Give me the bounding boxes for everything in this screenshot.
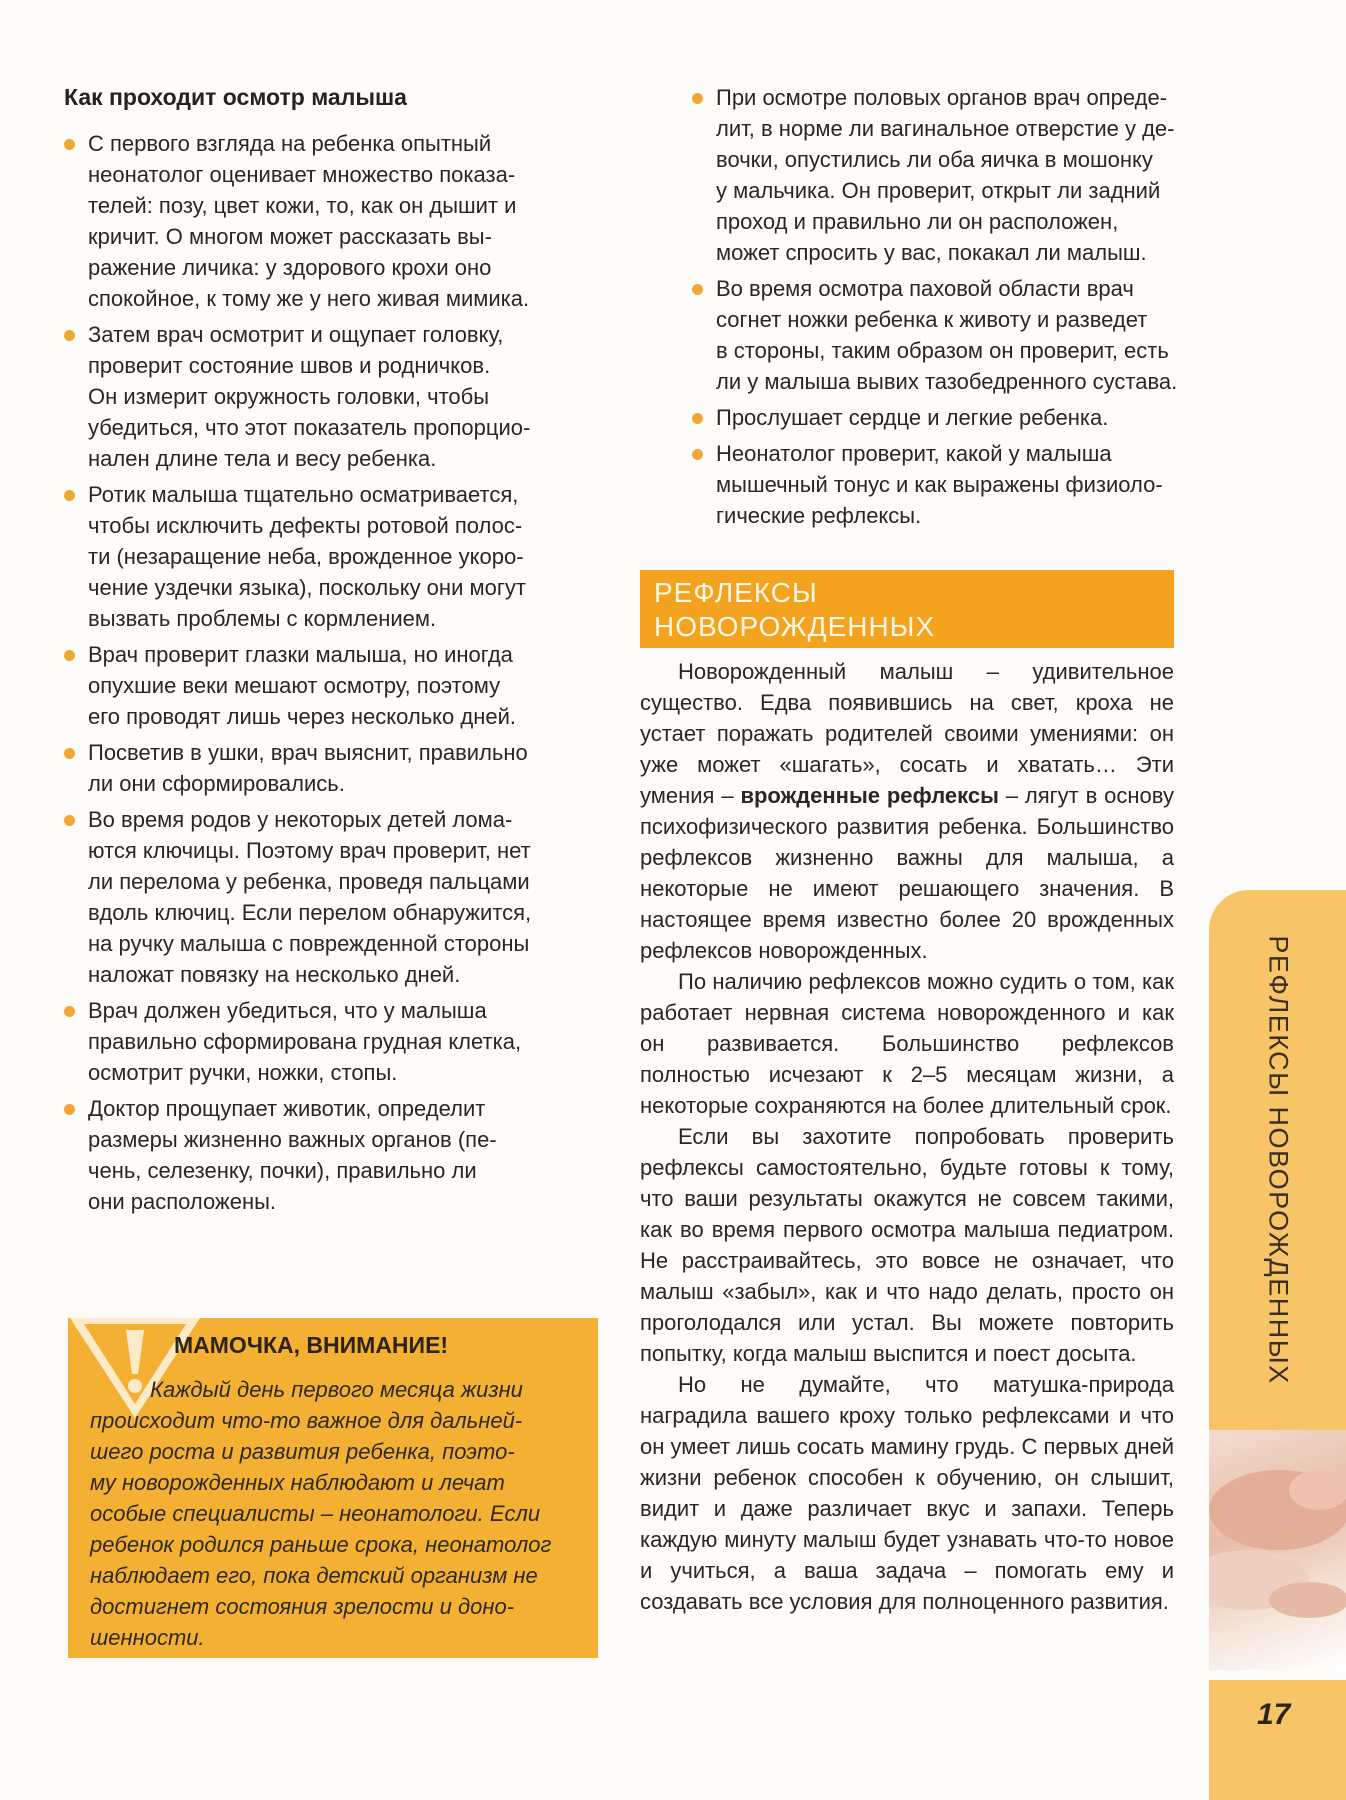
bullet-dot-icon (692, 93, 703, 104)
right-bullet-list (646, 82, 1206, 536)
bullet-line: спокойное, к тому же у него живая мимика. (88, 286, 530, 311)
page-number-box (1209, 1680, 1346, 1800)
bold-term: врожденные рефлексы (740, 783, 999, 808)
bullet-item (646, 402, 1206, 433)
bullet-line: Затем врач осмотрит и ощупает головку, (88, 322, 504, 347)
side-tab (1209, 890, 1346, 1430)
bullet-dot-icon (64, 815, 75, 826)
bullet-dot-icon (64, 748, 75, 759)
bullet-line: его проводят лишь через несколько дней. (88, 704, 517, 729)
bullet-line: вдоль ключиц. Если перелом обнаружится, (88, 900, 532, 925)
bullet-line: ли у малыша вывих тазобедренного сустава. (716, 369, 1178, 394)
bullet-item (646, 438, 1206, 531)
bullet-line: вочки, опустились ли оба яичка в мошонку (716, 147, 1153, 172)
bullet-line: размеры жизненно важных органов (пе- (88, 1127, 497, 1152)
bullet-line: ти (незаращение неба, врожденное укоро- (88, 544, 524, 569)
bullet-line: лит, в норме ли вагинальное отверстие у де- (716, 116, 1175, 141)
bullet-line: наложат повязку на несколько дней. (88, 962, 461, 987)
bullet-line: С первого взгляда на ребенка опытный (88, 131, 492, 156)
bullet-item (18, 128, 618, 314)
bullet-item (646, 82, 1206, 268)
bullet-line: неонатолог оценивает множество показа- (88, 162, 516, 187)
bullet-line: осмотрит ручки, ножки, стопы. (88, 1060, 398, 1085)
bullet-dot-icon (64, 1104, 75, 1115)
bullet-dot-icon (64, 139, 75, 150)
bullet-line: Неонатолог проверит, какой у малыша (716, 441, 1112, 466)
bullet-item (18, 639, 618, 732)
banner-title-line-1: РЕФЛЕКСЫ (654, 577, 818, 608)
bullet-line: чтобы исключить дефекты ротовой полос- (88, 513, 523, 538)
bullet-line: гические рефлексы. (716, 503, 922, 528)
bullet-line: Посветив в ушки, врач выяснит, правильно (88, 740, 528, 765)
attention-note (68, 1318, 598, 1658)
bullet-item (18, 995, 618, 1088)
bullet-line: ли перелома у ребенка, проведя пальцами (88, 869, 530, 894)
note-title: МАМОЧКА, ВНИМАНИЕ! (174, 1332, 449, 1358)
bullet-line: проход и правильно ли он расположен, (716, 209, 1119, 234)
note-line: шего роста и развития ребенка, поэто- (90, 1439, 515, 1464)
bullet-line: При осмотре половых органов врач опреде- (716, 85, 1168, 110)
bullet-line: Он измерит окружность головки, чтобы (88, 384, 490, 409)
bullet-dot-icon (692, 449, 703, 460)
paragraph-3: Если вы захотите попробовать проверить рефлексы самостоятельно, будьте готовы к тому, что ваши результаты окажутся не совсем такими, как во время первого осмотра малыша педиатром. Не расстраивайтесь, это вовсе не означает, что малыш «забыл», как и что надо делать, просто он проголодался или устал. Вы можете повторить попытку, когда малыш выспится и поест досыта. (640, 1124, 1174, 1366)
bullet-line: Врач должен убедиться, что у малыша (88, 998, 487, 1023)
bullet-item (18, 804, 618, 990)
bullet-dot-icon (64, 490, 75, 501)
note-text (90, 1374, 580, 1653)
bullet-line: правильно сформирована грудная клетка, (88, 1029, 522, 1054)
section-banner (640, 570, 1174, 648)
note-line: Каждый день первого месяца жизни (150, 1377, 523, 1402)
bullet-item (18, 479, 618, 634)
baby-feet-photo (1209, 1430, 1346, 1670)
bullet-dot-icon (64, 1006, 75, 1017)
bullet-item (18, 319, 618, 474)
bullet-line: они расположены. (88, 1189, 277, 1214)
bullet-dot-icon (692, 413, 703, 424)
bullet-line: кричит. О многом может рассказать вы- (88, 224, 492, 249)
side-tab-label: РЕФЛЕКСЫ НОВОРОЖДЕННЫХ (1263, 935, 1293, 1385)
bullet-item (646, 273, 1206, 397)
bullet-line: может спросить у вас, покакал ли малыш. (716, 240, 1147, 265)
left-bullet-list (18, 128, 618, 1222)
bullet-line: Прослушает сердце и легкие ребенка. (716, 405, 1109, 430)
banner-title-line-2: НОВОРОЖДЕННЫХ (654, 611, 936, 642)
bullet-line: проверит состояние швов и родничков. (88, 353, 491, 378)
note-line: ребенок родился раньше срока, неонатолог (90, 1532, 552, 1557)
note-line: достигнет состояния зрелости и доно- (90, 1594, 515, 1619)
bullet-dot-icon (692, 284, 703, 295)
paragraph-4: Но не думайте, что матушка-природа наградила вашего кроху только рефлексами и что он умеет лишь сосать мамину грудь. С первых дней жизни ребенок способен к обучению, он слышит, видит и даже различает вкус и запахи. Теперь каждую минуту малыш будет узнавать что-то новое и учиться, а ваша задача – помогать ему и создавать все условия для полноценного развития. (640, 1372, 1174, 1614)
bullet-line: ражение личика: у здорового крохи оно (88, 255, 492, 280)
bullet-line: убедиться, что этот показатель пропорцио- (88, 415, 531, 440)
section-heading: Как проходит осмотр малыша (64, 84, 407, 110)
bullet-line: Врач проверит глазки малыша, но иногда (88, 642, 513, 667)
bullet-line: вызвать проблемы с кормлением. (88, 606, 437, 631)
bullet-line: опухшие веки мешают осмотру, поэтому (88, 673, 501, 698)
bullet-dot-icon (64, 330, 75, 341)
bullet-item (18, 1093, 618, 1217)
bullet-line: нален длине тела и весу ребенка. (88, 446, 437, 471)
paragraph-2: По наличию рефлексов можно судить о том, как работает нервная система новорожденного и как он развивается. Большинство рефлексов полностью исчезают к 2–5 месяцам жизни, а некоторые сохраняются на более длительный срок. (640, 969, 1174, 1118)
bullet-line: Во время осмотра паховой области врач (716, 276, 1134, 301)
page-number: 17 (1257, 1698, 1291, 1731)
bullet-line: Во время родов у некоторых детей лома- (88, 807, 513, 832)
note-line: наблюдает его, пока детский организм не (90, 1563, 538, 1588)
photo-illustration (1209, 1430, 1346, 1670)
bullet-line: мышечный тонус и как выражены физиоло- (716, 472, 1163, 497)
bullet-line: чень, селезенку, почки), правильно ли (88, 1158, 477, 1183)
body-text (640, 656, 1174, 1617)
bullet-item (18, 737, 618, 799)
note-line: шенности. (90, 1625, 205, 1650)
paragraph-1: Новорожденный малыш – удивительное существо. Едва появившись на свет, кроха не устает поражать родителей своими умениями: он уже может «шагать», сосать и хватать… Эти умения – врожденные рефлексы – лягут в основу психофизического развития ребенка. Большинство рефлексов жизненно важны для малыша, а некоторые не имеют решающего значения. В настоящее время известно более 20 врожденных рефлексов новорожденных. (640, 659, 1174, 963)
note-line: происходит что-то важное для дальней- (90, 1408, 523, 1433)
bullet-dot-icon (64, 650, 75, 661)
note-line: особые специалисты – неонатологи. Если (90, 1501, 541, 1526)
bullet-line: Доктор прощупает животик, определит (88, 1096, 486, 1121)
bullet-line: у мальчика. Он проверит, открыт ли задний (716, 178, 1161, 203)
bullet-line: в стороны, таким образом он проверит, есть (716, 338, 1169, 363)
bullet-line: чение уздечки языка), поскольку они могут (88, 575, 526, 600)
bullet-line: телей: позу, цвет кожи, то, как он дышит и (88, 193, 517, 218)
bullet-line: ются ключицы. Поэтому врач проверит, нет (88, 838, 531, 863)
bullet-line: Ротик малыша тщательно осматривается, (88, 482, 519, 507)
bullet-line: на ручку малыша с поврежденной стороны (88, 931, 530, 956)
bullet-line: ли они сформировались. (88, 771, 345, 796)
note-line: му новорожденных наблюдают и лечат (90, 1470, 505, 1495)
bullet-line: согнет ножки ребенка к животу и разведет (716, 307, 1148, 332)
